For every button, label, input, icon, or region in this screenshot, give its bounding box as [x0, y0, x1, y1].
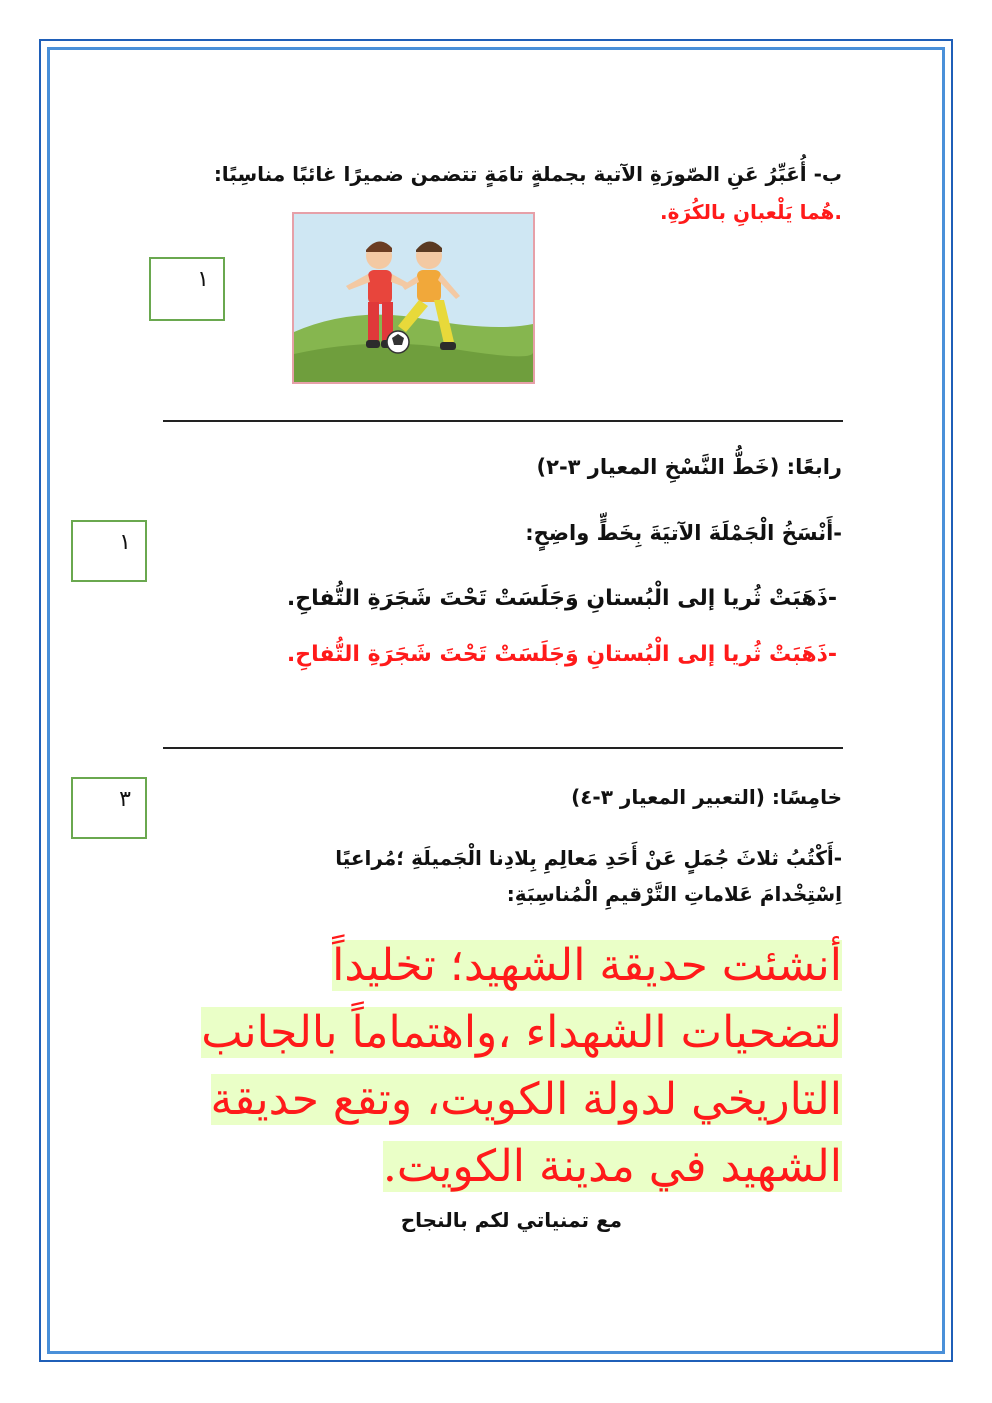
- two-boys-playing-football-illustration: [292, 212, 535, 384]
- section-4-sentence: -ذَهَبَتْ ثُريا إلى الْبُستانِ وَجَلَسَتْ تَحْتَ شَجَرَةِ التُّفاحِ.: [286, 586, 837, 611]
- section-5-answer: [152, 932, 842, 1200]
- divider-2: [163, 747, 843, 749]
- closing-message: مع تمنياتي لكم بالنجاح: [400, 1208, 622, 1232]
- section-b-question: ب- أُعَبِّرُ عَنِ الصّورَةِ الآتية بجملةٍ تامَةٍ تتضمن ضميرًا غائبًا مناسِبًا:: [213, 162, 842, 186]
- football-scene-icon: [294, 214, 533, 382]
- answer-line: التاريخي لدولة الكويت، وتقع حديقة: [210, 1074, 842, 1125]
- section-5-instruction-line2: اِسْتِخْدامَ عَلاماتِ التَّرْقيمِ الْمُناسِبَةِ:: [506, 882, 842, 906]
- section-5-score-box: [71, 777, 147, 839]
- section-4-score-box: [71, 520, 147, 582]
- section-5-heading: خامِسًا: (التعبير المعيار ٣-٤): [571, 785, 842, 809]
- section-b-answer: .هُما يَلْعبانِ بالكُرَةِ.: [659, 200, 842, 224]
- section-4-heading: رابعًا: (خَطُّ النَّسْخِ المعيار ٣-٢): [536, 455, 842, 479]
- section-5-instruction-line1: -أَكْتُبُ ثلاثَ جُمَلٍ عَنْ أَحَدِ مَعالِمِ بِلادِنا الْجَميلَةِ ؛مُراعيًا: [335, 846, 842, 870]
- answer-line: الشهيد في مدينة الكويت.: [382, 1141, 842, 1192]
- section-4-instruction: -أَنْسَخُ الْجَمْلَةَ الآتيَةَ بِخَطٍّ واضِحٍ:: [525, 521, 842, 545]
- answer-line: أنشئت حديقة الشهيد؛ تخليداً: [332, 940, 842, 991]
- section-4-answer: -ذَهَبَتْ ثُريا إلى الْبُستانِ وَجَلَسَتْ تَحْتَ شَجَرَةِ التُّفاحِ.: [286, 642, 837, 667]
- answer-line: لتضحيات الشهداء ،واهتماماً بالجانب: [201, 1007, 842, 1058]
- section-4-score: ١: [119, 530, 131, 555]
- divider-1: [163, 420, 843, 422]
- section-b-score: ١: [197, 267, 209, 292]
- section-b-score-box: [149, 257, 225, 321]
- section-5-score: ٣: [119, 787, 131, 812]
